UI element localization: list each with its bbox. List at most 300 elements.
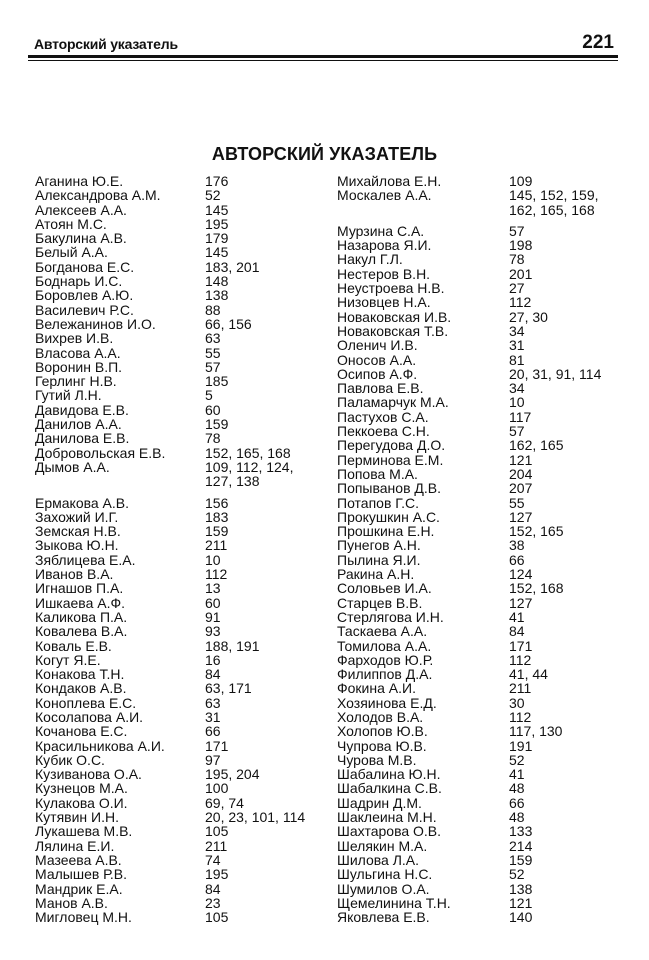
- page-refs: 66: [509, 551, 525, 568]
- page-refs: 10: [205, 551, 221, 568]
- author-name: Холодов В.А.: [337, 708, 424, 725]
- page-refs: 171: [205, 737, 229, 754]
- index-entry: [337, 310, 627, 324]
- author-name: Коваль Е.В.: [35, 637, 112, 654]
- author-name: Кочанова Е.С.: [35, 723, 128, 740]
- header-rule-thin: [28, 60, 618, 61]
- author-name: Мурзина С.А.: [337, 222, 425, 239]
- index-entry: [35, 610, 325, 624]
- author-name: Данилов А.А.: [35, 416, 122, 433]
- author-name: Павлова Е.В.: [337, 380, 424, 397]
- author-name: Власова А.А.: [35, 344, 121, 361]
- page-refs: 34: [509, 322, 525, 339]
- page-refs: 16: [205, 651, 221, 668]
- index-entry: [337, 639, 627, 653]
- page-refs: 195: [205, 215, 229, 232]
- index-entry: [35, 781, 325, 795]
- index-entry: [35, 217, 325, 231]
- page-refs: 152, 165, 168: [205, 444, 291, 461]
- index-entry: [337, 781, 627, 795]
- index-entry: [35, 431, 325, 445]
- author-name: Пастухов С.А.: [337, 408, 429, 425]
- header-rule-thick: [28, 55, 618, 58]
- author-name: Потапов Г.С.: [337, 494, 420, 511]
- index-entry: [337, 796, 627, 810]
- author-name: Прошкина Е.Н.: [337, 523, 435, 540]
- author-name: Чурова М.В.: [337, 751, 417, 768]
- author-name: Прокушкин А.С.: [337, 508, 440, 525]
- author-name: Накул Г.Л.: [337, 251, 403, 268]
- page-refs: 84: [205, 880, 221, 897]
- author-name: Каликова П.А.: [35, 608, 128, 625]
- index-entry: [35, 796, 325, 810]
- index-entry: [337, 653, 627, 667]
- index-entry: [337, 524, 627, 538]
- index-entry: [337, 267, 627, 281]
- index-entry: [337, 810, 627, 824]
- index-entry: [337, 238, 627, 252]
- index-entry: [337, 753, 627, 767]
- author-name: Оленич И.В.: [337, 337, 418, 354]
- author-name: Чупрова Ю.В.: [337, 737, 427, 754]
- page-refs: 48: [509, 809, 525, 826]
- page-refs: 140: [509, 909, 533, 926]
- index-entry: [35, 553, 325, 567]
- page-refs: 78: [205, 430, 221, 447]
- author-name: Шумилов О.А.: [337, 880, 430, 897]
- author-name: Кондаков А.В.: [35, 680, 127, 697]
- index-entry: [337, 174, 627, 188]
- page-refs: 211: [205, 537, 228, 554]
- index-entry: [35, 810, 325, 824]
- page-refs: 20, 31, 91, 114: [509, 365, 602, 382]
- index-entry: [35, 510, 325, 524]
- author-name: Косолапова А.И.: [35, 708, 144, 725]
- page-refs: 84: [509, 623, 525, 640]
- page-refs: 145: [205, 244, 229, 261]
- page-refs: 31: [205, 708, 221, 725]
- index-entry: [337, 610, 627, 624]
- page-refs: 138: [509, 880, 533, 897]
- page-refs: 81: [509, 351, 525, 368]
- author-name: Томилова А.А.: [337, 637, 432, 654]
- author-name: Воронин В.П.: [35, 358, 123, 375]
- page-refs: 204: [509, 465, 533, 482]
- author-name: Неустроева Н.В.: [337, 280, 445, 297]
- page-refs: 105: [205, 909, 229, 926]
- author-name: Добровольская Е.В.: [35, 444, 166, 461]
- author-name: Коноплева Е.С.: [35, 694, 137, 711]
- page-refs: 52: [205, 187, 221, 204]
- index-entry: [35, 724, 325, 738]
- index-entry: [337, 696, 627, 710]
- index-entry: [337, 224, 627, 238]
- page-refs: 183: [205, 508, 229, 525]
- page-refs: 10: [509, 394, 525, 411]
- page-refs: 60: [205, 401, 221, 418]
- author-name: Попыванов Д.В.: [337, 480, 442, 497]
- index-entry: [35, 710, 325, 724]
- index-entry: [337, 338, 627, 352]
- index-entry: [35, 496, 325, 510]
- page-refs: 145: [205, 201, 229, 218]
- index-entry: [35, 581, 325, 595]
- index-entry: [337, 438, 627, 452]
- page-refs: 66: [205, 723, 221, 740]
- author-name: Ковалева В.А.: [35, 623, 128, 640]
- index-entry: [35, 260, 325, 274]
- index-entry: [35, 882, 325, 896]
- page-refs: 66, 156: [205, 315, 252, 332]
- index-entry: [337, 424, 627, 438]
- index-entry: [35, 274, 325, 288]
- index-entry: [337, 767, 627, 781]
- page-refs: 52: [509, 866, 525, 883]
- index-entry: [35, 653, 325, 667]
- author-name: Кулакова О.И.: [35, 794, 128, 811]
- page-refs: 117: [509, 408, 532, 425]
- author-name: Новаковская И.В.: [337, 308, 452, 325]
- author-name: Фокина А.И.: [337, 680, 416, 697]
- author-name: Иванов В.А.: [35, 566, 114, 583]
- index-entry: [35, 896, 325, 910]
- index-entry: [35, 231, 325, 245]
- page-refs: 211: [509, 680, 532, 697]
- page-refs: 27, 30: [509, 308, 548, 325]
- author-name: Алексеев А.А.: [35, 201, 127, 218]
- page-number: 221: [582, 32, 614, 53]
- author-name: Аганина Ю.Е.: [35, 173, 124, 189]
- page-refs: 191: [509, 737, 533, 754]
- author-name: Мигловец М.Н.: [35, 909, 132, 926]
- page-refs: 211: [205, 837, 228, 854]
- page-refs: 74: [205, 851, 221, 868]
- index-entry: [337, 453, 627, 467]
- index-entry: [35, 288, 325, 302]
- page-refs: 60: [205, 594, 221, 611]
- page-refs: 105: [205, 823, 229, 840]
- author-name: Кузиванова О.А.: [35, 766, 142, 783]
- page-refs: 20, 23, 101, 114: [205, 809, 306, 826]
- index-entry: [35, 624, 325, 638]
- index-entry: [337, 624, 627, 638]
- index-entry: [337, 867, 627, 881]
- page-refs: 34: [509, 380, 525, 397]
- page-refs: 41, 44: [509, 666, 548, 683]
- index-entry: [337, 667, 627, 681]
- author-name: Шульгина Н.С.: [337, 866, 433, 883]
- running-header: [28, 32, 618, 56]
- author-name: Вихрев И.В.: [35, 330, 114, 347]
- index-entry: [337, 281, 627, 295]
- author-name: Паламарчук М.А.: [337, 394, 449, 411]
- page-refs: 112: [509, 651, 532, 668]
- index-entry: [337, 510, 627, 524]
- page-refs: 133: [509, 823, 533, 840]
- page-refs: 159: [205, 416, 229, 433]
- author-name: Шелякин М.А.: [337, 837, 428, 854]
- page-refs: 159: [205, 523, 229, 540]
- page-refs: 57: [509, 222, 525, 239]
- index-entry: [337, 882, 627, 896]
- index-entry: [35, 824, 325, 838]
- author-name: Бакулина А.В.: [35, 230, 127, 247]
- page-refs: 55: [205, 344, 221, 361]
- index-entry: [337, 581, 627, 595]
- page-refs: 156: [205, 494, 229, 511]
- page-refs: 198: [509, 237, 533, 254]
- page-refs: 88: [205, 301, 221, 318]
- author-name: Александрова А.М.: [35, 187, 161, 204]
- page-refs: 57: [205, 358, 221, 375]
- index-entry: [337, 353, 627, 367]
- page-refs: 97: [205, 751, 221, 768]
- page-refs: 112: [205, 566, 228, 583]
- author-name: Шилова Л.А.: [337, 851, 420, 868]
- author-name: Оносов А.А.: [337, 351, 417, 368]
- page-refs: 63: [205, 330, 221, 347]
- index-entry: [337, 538, 627, 552]
- author-name: Пылина Я.И.: [337, 551, 421, 568]
- index-entry: [35, 346, 325, 360]
- page-refs: 100: [205, 780, 229, 797]
- index-entry: [35, 245, 325, 259]
- author-name: Осипов А.Ф.: [337, 365, 418, 382]
- page-refs: 63: [205, 694, 221, 711]
- index-entry: [337, 188, 627, 202]
- index-entry: [337, 395, 627, 409]
- page-refs: 38: [509, 537, 525, 554]
- page-refs: 57: [509, 423, 525, 440]
- author-name: Соловьев И.А.: [337, 580, 432, 597]
- author-name: Захожий И.Г.: [35, 508, 119, 525]
- author-name: Михайлова Е.Н.: [337, 173, 442, 189]
- page-refs: 201: [509, 265, 533, 282]
- author-name: Вележанинов И.О.: [35, 315, 156, 332]
- index-entry: [35, 739, 325, 753]
- author-name: Шабалина Ю.Н.: [337, 766, 441, 783]
- page-refs: 27: [509, 280, 525, 297]
- index-column-left: [35, 174, 325, 924]
- page-refs: 121: [509, 894, 533, 911]
- author-name: Боровлев А.Ю.: [35, 287, 134, 304]
- author-name: Давидова Е.В.: [35, 401, 129, 418]
- author-name: Манов А.В.: [35, 894, 108, 911]
- author-name: Москалев А.А.: [337, 187, 432, 204]
- author-name: Пеккоева С.Н.: [337, 423, 430, 440]
- author-name: Ишкаева А.Ф.: [35, 594, 126, 611]
- page-refs: 176: [205, 173, 229, 189]
- running-header-section: Авторский указатель: [34, 36, 178, 52]
- index-entry: [35, 417, 325, 431]
- page-refs: 41: [509, 766, 525, 783]
- index-entry: [35, 853, 325, 867]
- author-name: Холопов Ю.В.: [337, 723, 428, 740]
- page-refs: 148: [205, 273, 229, 290]
- index-entry: [337, 896, 627, 910]
- author-name: Таскаева А.А.: [337, 623, 428, 640]
- index-entry: [35, 446, 325, 460]
- author-name: Шабалкина С.В.: [337, 780, 442, 797]
- page-refs: 195, 204: [205, 766, 260, 783]
- author-name: Кутявин И.Н.: [35, 809, 119, 826]
- index-entry: [337, 596, 627, 610]
- page-refs: 55: [509, 494, 525, 511]
- page-refs: 162, 165: [509, 437, 564, 454]
- author-name: Когут Я.Е.: [35, 651, 101, 668]
- page-refs: 124: [509, 566, 533, 583]
- index-entry: [35, 567, 325, 581]
- page-refs: 112: [509, 294, 532, 311]
- index-entry: [35, 639, 325, 653]
- index-entry: [337, 724, 627, 738]
- index-entry: [35, 667, 325, 681]
- author-name: Атоян М.С.: [35, 215, 107, 232]
- index-entry: [35, 303, 325, 317]
- author-name: Герлинг Н.В.: [35, 373, 117, 390]
- author-name: Перминова Е.М.: [337, 451, 444, 468]
- author-name: Красильникова А.И.: [35, 737, 165, 754]
- page-refs: 117, 130: [509, 723, 563, 740]
- index-entry: [35, 839, 325, 853]
- author-name: Лукашева М.В.: [35, 823, 133, 840]
- page-refs: 112: [509, 708, 532, 725]
- page-refs: 93: [205, 623, 221, 640]
- index-entry: [337, 203, 627, 217]
- author-name: Старцев В.В.: [337, 594, 423, 611]
- author-name: Ермакова А.В.: [35, 494, 130, 511]
- page-refs: 52: [509, 751, 525, 768]
- page-refs: 127, 138: [205, 473, 260, 490]
- page-refs: 13: [205, 580, 221, 597]
- index-entry: [35, 753, 325, 767]
- author-name: Кубик О.С.: [35, 751, 105, 768]
- page-refs: 195: [205, 866, 229, 883]
- author-name: Попова М.А.: [337, 465, 418, 482]
- index-entry: [35, 867, 325, 881]
- page-refs: 30: [509, 694, 525, 711]
- author-name: Зяблицева Е.А.: [35, 551, 136, 568]
- page-title: АВТОРСКИЙ УКАЗАТЕЛЬ: [211, 144, 438, 164]
- author-name: Филиппов Д.А.: [337, 666, 433, 683]
- index-entry: [337, 824, 627, 838]
- index-entry: [337, 295, 627, 309]
- page-refs: 207: [509, 480, 533, 497]
- author-name: Фарходов Ю.Р.: [337, 651, 434, 668]
- index-entry: [35, 596, 325, 610]
- page-refs: 69, 74: [205, 794, 244, 811]
- index-entry: [35, 188, 325, 202]
- index-entry: [35, 524, 325, 538]
- index-entry: [337, 710, 627, 724]
- index-entry: [337, 739, 627, 753]
- index-entry: [337, 367, 627, 381]
- author-name: Яковлева Е.В.: [337, 909, 430, 926]
- author-name: Низовцев Н.А.: [337, 294, 431, 311]
- page-refs: 127: [509, 508, 533, 525]
- author-name: Гутий Л.Н.: [35, 387, 102, 404]
- author-name: Боднарь И.С.: [35, 273, 123, 290]
- author-name: Хозяинова Е.Д.: [337, 694, 437, 711]
- page-refs: 185: [205, 373, 229, 390]
- index-entry: [35, 538, 325, 552]
- page-refs: 23: [205, 894, 221, 911]
- index-entry: [337, 252, 627, 266]
- author-name: Лялина Е.И.: [35, 837, 115, 854]
- index-entry: [337, 381, 627, 395]
- page-refs: 109, 112, 124,: [205, 458, 294, 475]
- author-name: Малышев Р.В.: [35, 866, 127, 883]
- author-name: Нестеров В.Н.: [337, 265, 431, 282]
- index-entry: [35, 474, 325, 488]
- page-refs: 145, 152, 159,: [509, 187, 599, 204]
- author-name: Назарова Я.И.: [337, 237, 432, 254]
- page-refs: 138: [205, 287, 229, 304]
- page-refs: 152, 168: [509, 580, 564, 597]
- index-entry: [35, 360, 325, 374]
- page-refs: 91: [205, 608, 221, 625]
- author-name: Мазеева А.В.: [35, 851, 122, 868]
- index-entry: [35, 374, 325, 388]
- index-entry: [337, 496, 627, 510]
- index-entry: [35, 174, 325, 188]
- index-entry: [337, 481, 627, 495]
- author-name: Пунегов А.Н.: [337, 537, 421, 554]
- page-refs: 162, 165, 168: [509, 201, 595, 218]
- index-entry: [337, 567, 627, 581]
- author-name: Богданова Е.С.: [35, 258, 135, 275]
- index-entry: [35, 317, 325, 331]
- index-entry: [35, 331, 325, 345]
- page-refs: 188, 191: [205, 637, 260, 654]
- index-column-right: [337, 174, 627, 924]
- index-entry: [35, 203, 325, 217]
- author-name: Щемелинина Т.Н.: [337, 894, 451, 911]
- page-refs: 78: [509, 251, 525, 268]
- index-entry: [337, 839, 627, 853]
- index-entry: [337, 410, 627, 424]
- page-refs: 31: [509, 337, 525, 354]
- author-name: Новаковская Т.В.: [337, 322, 449, 339]
- index-entry: [35, 460, 325, 474]
- index-entry: [337, 553, 627, 567]
- index-entry: [35, 403, 325, 417]
- index-entry: [35, 388, 325, 402]
- author-name: Данилова Е.В.: [35, 430, 130, 447]
- index-entry: [337, 681, 627, 695]
- author-name: Кузнецов М.А.: [35, 780, 128, 797]
- index-entry: [337, 467, 627, 481]
- author-name: Белый А.А.: [35, 244, 108, 261]
- page-refs: 5: [205, 387, 213, 404]
- page-refs: 84: [205, 666, 221, 683]
- index-entry: [337, 853, 627, 867]
- index-entry: [337, 324, 627, 338]
- author-name: Шадрин Д.М.: [337, 794, 422, 811]
- page-refs: 41: [509, 608, 525, 625]
- index-entry: [35, 767, 325, 781]
- author-name: Шахтарова О.В.: [337, 823, 442, 840]
- author-name: Василевич Р.С.: [35, 301, 134, 318]
- author-name: Стерлягова И.Н.: [337, 608, 444, 625]
- author-name: Дымов А.А.: [35, 458, 110, 475]
- page-refs: 127: [509, 594, 533, 611]
- page-refs: 66: [509, 794, 525, 811]
- author-name: Игнашов П.А.: [35, 580, 124, 597]
- author-name: Ракина А.Н.: [337, 566, 415, 583]
- page-refs: 183, 201: [205, 258, 260, 275]
- author-name: Конакова Т.Н.: [35, 666, 125, 683]
